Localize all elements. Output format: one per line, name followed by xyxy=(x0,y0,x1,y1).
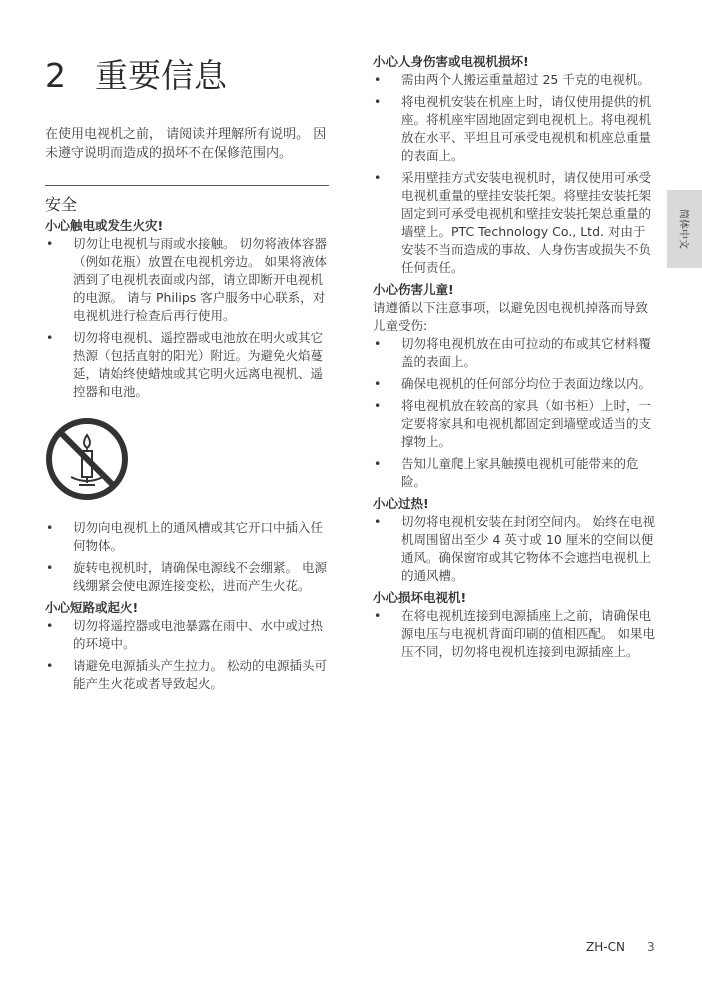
fire-heading: 小心触电或发生火灾! xyxy=(45,218,164,233)
fire-list xyxy=(45,235,329,401)
chapter-heading: 重要信息 xyxy=(95,56,227,95)
list-item: • 需由两个人搬运重量超过 25 千克的电视机。 xyxy=(373,71,657,89)
list-item: • 切勿将电视机放在由可拉动的布或其它材料覆盖的表面上。 xyxy=(373,335,657,371)
short-circuit-list xyxy=(45,617,329,693)
injury-list xyxy=(373,71,657,277)
footer-language-code: ZH-CN xyxy=(586,940,625,954)
children-intro: 请遵循以下注意事项，以避免因电视机掉落而导致儿童受伤: xyxy=(373,300,649,333)
language-tab-label: 简体中文 xyxy=(677,209,688,249)
children-list xyxy=(373,335,657,491)
damage-list xyxy=(373,607,657,661)
list-item: • 切勿将电视机安装在封闭空间内。 始终在电视机周围留出至少 4 英寸或 10 厘米的空间以便通风。确保窗帘或其它物体不会遮挡电视机上的通风槽。 xyxy=(373,513,657,585)
list-item: • 在将电视机连接到电源插座上之前，请确保电源电压与电视机背面印刷的值相匹配。 如果电压不同，切勿将电视机连接到电源插座上。 xyxy=(373,607,657,661)
list-item: • 请避免电源插头产生拉力。 松动的电源插头可能产生火花或者导致起火。 xyxy=(45,657,329,693)
list-item: • 将电视机放在较高的家具（如书柜）上时，一定要将家具和电视机都固定到墙壁或适当的支撑物上。 xyxy=(373,397,657,451)
fire-list-2 xyxy=(45,519,329,595)
list-item: • 旋转电视机时，请确保电源线不会绷紧。 电源线绷紧会使电源连接变松，进而产生火花。 xyxy=(45,559,329,595)
page-footer xyxy=(586,940,655,954)
chapter-number: 2 xyxy=(45,56,66,95)
right-column xyxy=(373,52,657,665)
left-column xyxy=(45,125,329,697)
overheat-list xyxy=(373,513,657,585)
list-item: • 确保电视机的任何部分均位于表面边缘以内。 xyxy=(373,375,657,393)
intro-paragraph: 在使用电视机之前， 请阅读并理解所有说明。 因未遵守说明而造成的损坏不在保修范围内。 xyxy=(45,127,327,161)
list-item: • 切勿让电视机与雨或水接触。 切勿将液体容器（例如花瓶）放置在电视机旁边。 如果将液体洒到了电视机表面或内部，请立即断开电视机的电源。 请与 Philips 客户服务中心联系，对电视机进行检查后再行使用。 xyxy=(45,235,329,325)
list-item: • 切勿将遥控器或电池暴露在雨中、水中或过热的环境中。 xyxy=(45,617,329,653)
children-heading: 小心伤害儿童! xyxy=(373,282,454,297)
language-side-tab xyxy=(667,190,702,268)
list-item: • 告知儿童爬上家具触摸电视机可能带来的危险。 xyxy=(373,455,657,491)
list-item: • 采用壁挂方式安装电视机时，请仅使用可承受电视机重量的壁挂安装托架。将壁挂安装托架固定到可承受电视机和壁挂安装托架总重量的墙壁上。PTC Technology Co., Ltd. 对由于安装不当而造成的事故、人身伤害或损失不负任何责任。 xyxy=(373,169,657,277)
short-circuit-heading: 小心短路或起火! xyxy=(45,600,139,615)
safety-heading: 安全 xyxy=(45,185,329,216)
injury-heading: 小心人身伤害或电视机损坏! xyxy=(373,54,529,69)
damage-heading: 小心损坏电视机! xyxy=(373,590,467,605)
page-number: 3 xyxy=(646,940,655,954)
list-item: • 切勿将电视机、遥控器或电池放在明火或其它热源（包括直射的阳光）附近。为避免火焰蔓延，请始终使蜡烛或其它明火远离电视机、遥控器和电池。 xyxy=(45,329,329,401)
chapter-title xyxy=(45,50,227,97)
overheat-heading: 小心过热! xyxy=(373,496,429,511)
no-candle-icon xyxy=(45,417,129,501)
list-item: • 切勿向电视机上的通风槽或其它开口中插入任何物体。 xyxy=(45,519,329,555)
list-item: • 将电视机安装在机座上时，请仅使用提供的机座。将机座牢固地固定到电视机上。将电视机放在水平、平坦且可承受电视机和机座总重量的表面上。 xyxy=(373,93,657,165)
